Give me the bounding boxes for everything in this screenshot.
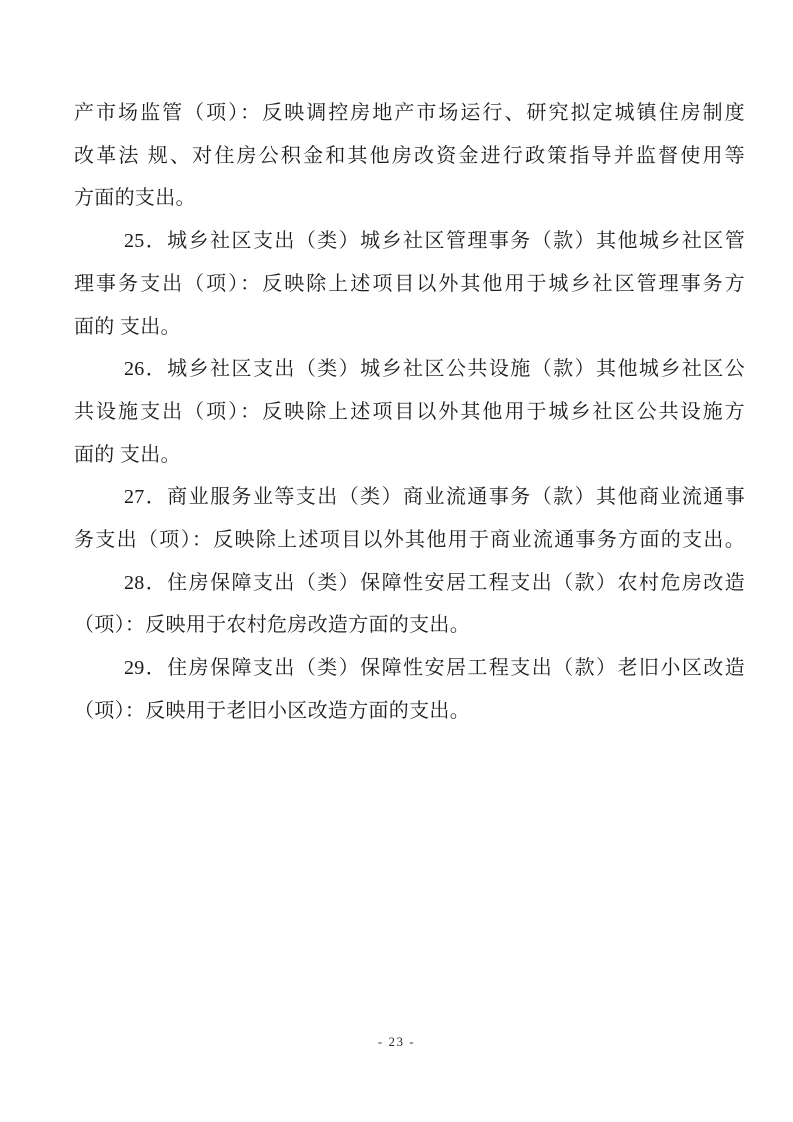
text-line: 产市场监管（项）：反映调控房地产市场运行、研究拟定城镇住房制度	[74, 102, 745, 124]
text-line: 理事务支出（项）：反映除上述项目以外其他用于城乡社区管理事务方	[74, 272, 745, 295]
para-26-urban-rural-community-public-facilities	[74, 348, 745, 476]
text-line: 方面的支出。	[74, 187, 196, 210]
text-line: 28．住房保障支出（类）保障性安居工程支出（款）农村危房改造	[124, 571, 745, 594]
text-line: （项）：反映用于老旧小区改造方面的支出。	[74, 699, 470, 722]
text-line: 面的 支出。	[74, 315, 181, 338]
text-line: 25．城乡社区支出（类）城乡社区管理事务（款）其他城乡社区管	[124, 230, 745, 253]
text-line: 共设施支出（项）：反映除上述项目以外其他用于城乡社区公共设施方	[74, 400, 745, 423]
text-line: 29．住房保障支出（类）保障性安居工程支出（款）老旧小区改造	[124, 657, 745, 680]
text-line: 26．城乡社区支出（类）城乡社区公共设施（款）其他城乡社区公	[124, 358, 745, 381]
document-body	[74, 92, 745, 733]
para-28-rural-dilapidated-housing-renovation	[74, 562, 745, 647]
para-27-commercial-circulation-affairs	[74, 476, 745, 561]
text-line: 改革法 规、对住房公积金和其他房改资金进行政策指导并监督使用等	[74, 144, 745, 167]
para-29-old-residential-area-renovation	[74, 647, 745, 732]
text-line: 27．商业服务业等支出（类）商业流通事务（款）其他商业流通事	[124, 486, 745, 509]
para-real-estate-market-regulation-continued	[74, 92, 745, 220]
para-25-urban-rural-community-management	[74, 220, 745, 348]
text-line: 务支出（项）：反映除上述项目以外其他用于商业流通事务方面的支出。	[74, 529, 745, 552]
text-line: 面的 支出。	[74, 443, 181, 466]
text-line: （项）：反映用于农村危房改造方面的支出。	[74, 614, 470, 637]
page-number: - 23 -	[377, 1034, 416, 1049]
